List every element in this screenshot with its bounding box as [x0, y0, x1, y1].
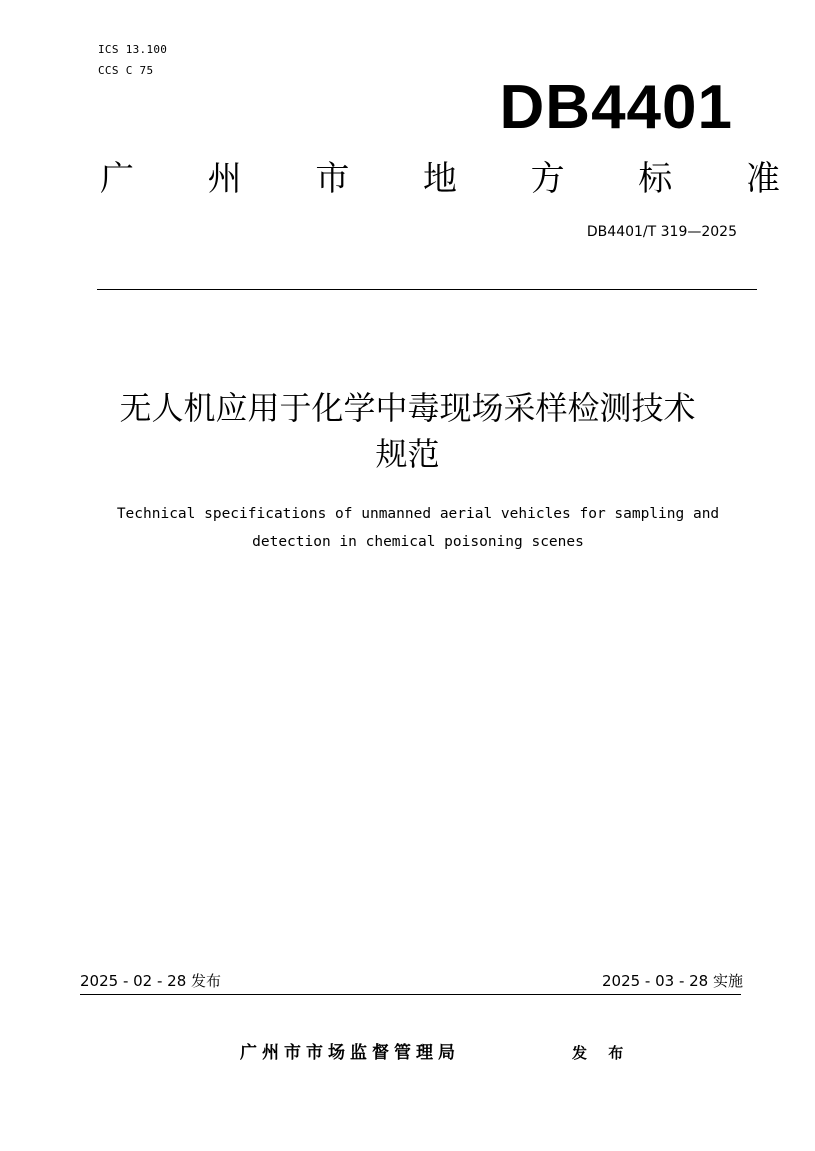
db-code: DB4401 — [499, 73, 733, 142]
title-cn-line-1: 无人机应用于化学中毒现场采样检测技术 — [119, 389, 696, 427]
standard-type-char: 方 — [530, 159, 565, 199]
standard-type — [100, 157, 780, 201]
issuing-authority: 广州市市场监督管理局 — [240, 1043, 460, 1063]
title-en-line-2: detection in chemical poisoning scenes — [252, 534, 584, 550]
standard-type-char: 州 — [207, 159, 242, 199]
standard-type-char: 地 — [422, 159, 457, 199]
header-divider — [97, 289, 757, 290]
standard-type-char: 广 — [100, 159, 134, 199]
title-cn-line-2: 规范 — [375, 435, 440, 473]
implementation-date: 2025 - 03 - 28 实施 — [601, 972, 743, 990]
standard-number: DB4401/T 319—2025 — [586, 224, 737, 240]
issue-label: 发 布 — [572, 1044, 632, 1062]
standard-type-char: 市 — [315, 159, 350, 199]
ccs-code: CCS C 75 — [98, 64, 154, 77]
ics-code: ICS 13.100 — [98, 43, 168, 56]
standard-type-char: 标 — [638, 159, 673, 199]
issue-date: 2025 - 02 - 28 发布 — [80, 972, 222, 990]
footer-divider — [80, 994, 741, 995]
title-en-line-1: Technical specifications of unmanned aerial vehicles for sampling and — [116, 506, 720, 522]
standard-type-char: 准 — [745, 159, 780, 199]
